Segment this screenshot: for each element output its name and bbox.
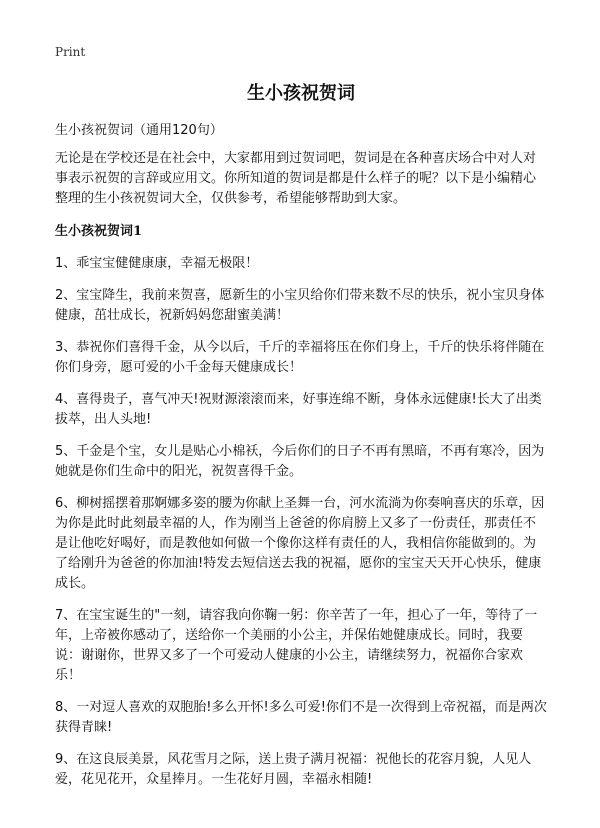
list-item: 1、乖宝宝健健康康，幸福无极限！ [55, 256, 259, 271]
list-item: 7、在宝宝诞生的"一刻，请容我向你鞠一躬：你辛苦了一年，担心了一年，等待了一年，上帝被你感动了，送给你一个美丽的小公主，并保佑她健康成长。同时，我要说：谢谢你，世界又多了一个可爱动人健康的小公主，请继续努力，祝福你合家欢乐！ [55, 608, 538, 683]
document-subtitle: 生小孩祝贺词（通用120句） [55, 123, 223, 138]
list-item: 3、恭祝你们喜得千金，从今以后，千斤的幸福将压在你们身上，千斤的快乐将伴随在你们身旁，愿可爱的小千金每天健康成长！ [55, 340, 545, 375]
print-link[interactable]: Print [55, 45, 86, 59]
page-title: 生小孩祝贺词 [247, 83, 355, 104]
section-heading: 生小孩祝贺词1 [55, 224, 143, 239]
intro-paragraph: 无论是在学校还是在社会中，大家都用到过贺词吧，贺词是在各种喜庆场合中对人对事表示祝贺的言辞或应用文。你所知道的贺词是都是什么样子的呢？以下是小编精心整理的生小孩祝贺词大全，仅供参考，希望能够帮助到大家。 [55, 151, 537, 206]
list-item: 9、在这良辰美景，风花雪月之际，送上贵子满月祝福：祝他长的花容月貌，人见人爱，花见花开，众星捧月。一生花好月圆，幸福永相随! [55, 752, 532, 787]
list-item: 4、喜得贵子，喜气冲天!祝财源滚滚而来，好事连绵不断，身体永远健康!长大了出类拔萃，出人头地! [55, 392, 542, 427]
wish-list [55, 254, 547, 790]
list-item: 2、宝宝降生，我前来贺喜，愿新生的小宝贝给你们带来数不尽的快乐，祝小宝贝身体健康，茁壮成长，祝新妈妈您甜蜜美满！ [55, 288, 545, 323]
list-item: 8、一对逗人喜欢的双胞胎!多么开怀!多么可爱!你们不是一次得到上帝祝福，而是两次获得青睐! [55, 700, 547, 735]
list-item: 5、千金是个宝，女儿是贴心小棉袄，今后你们的日子不再有黑暗，不再有寒冷，因为她就是你们生命中的阳光，祝贺喜得千金。 [55, 444, 545, 479]
list-item: 6、柳树摇摆着那婀娜多姿的腰为你献上圣舞一台，河水流淌为你奏响喜庆的乐章，因为你是此时此刻最幸福的人，作为刚当上爸爸的你肩膀上又多了一份责任，那责任不是让他吃好喝好，而是教他如何做一个像你这样有责任的人，我相信你能做到的。为了给刚升为爸爸的你加油!特发去短信送去我的祝福，愿你的宝宝天天开心快乐，健康成长。 [55, 496, 545, 591]
